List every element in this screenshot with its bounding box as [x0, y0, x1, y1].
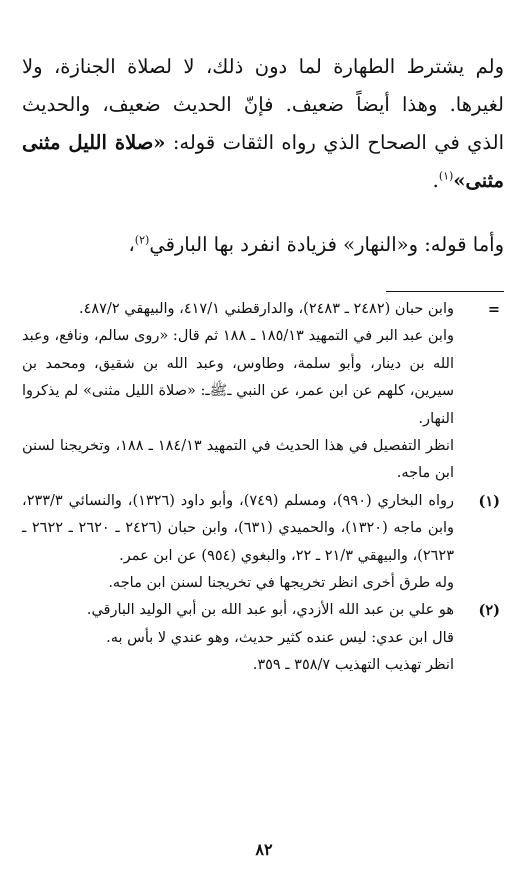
footnote-divider [386, 291, 504, 292]
paragraph-2 [22, 226, 504, 264]
page-number: ٨٢ [255, 840, 273, 859]
footnote-line: وابن عبد البر في التمهيد ١٨٥/١٣ ـ ١٨٨ ثم قال: «روى سالم، ونافع، وعبد الله بن دينار، وأبو سلمة، وطاوس، وعبد الله بن شقيق، ومحمد بن سيرين، كلهم عن ابن عمر، عن النبي ـﷺـ: «صلاة الليل مثنى» لم يذكروا النهار. [22, 328, 454, 427]
footnote-line: وله طرق أخرى انظر تخريجها في تخريجنا لسنن ابن ماجه. [108, 575, 454, 592]
footnote-ref-1[interactable]: (١) [438, 169, 454, 183]
footnote-continuation [22, 296, 504, 488]
footnote-line: انظر التفصيل في هذا الحديث في التمهيد ١٨٤/١٣ ـ ١٨٨، وتخريجنا لسنن ابن ماجه. [22, 438, 454, 482]
footnotes [22, 296, 504, 680]
footnote-line: انظر تهذيب التهذيب ٣٥٨/٧ ـ ٣٥٩. [252, 657, 454, 674]
footnote-1-mark: (١) [478, 492, 500, 510]
footnote-line: قال ابن عدي: ليس عنده كثير حديث، وهو عندي لا بأس به. [106, 629, 454, 646]
footnote-line: رواه البخاري (٩٩٠)، ومسلم (٧٤٩)، وأبو داود (١٣٢٦)، والنسائي ٢٣٣/٣، وابن ماجه (١٣٢٠)، والحميدي (٦٣١)، وابن حبان (٢٤٢٦ ـ ٢٦٢٠ ـ ٢٦٢٢ ـ ٢٦٢٣)، والبيهقي ٢١/٣ ـ ٢٢، والبغوي (٩٥٤) عن ابن عمر. [22, 492, 455, 564]
footnote-line: وابن حبان (٢٤٨٢ ـ ٢٤٨٣)، والدارقطني ٤١٧/١، والبيهقي ٤٨٧/٢. [78, 301, 454, 317]
footnote-line: هو علي بن عبد الله الأزدي، أبو عبد الله بن أبي الوليد البارقي. [86, 602, 454, 619]
paragraph-1-text: ولم يشترط الطهارة لما دون ذلك، لا لصلاة الجنازة، ولا لغيرها. وهذا أيضاً ضعيف. فإنّ الحديث ضعيف، والحديث الذي في الصحاح الذي رواه الثقات قوله: [22, 55, 504, 154]
main-text [22, 48, 504, 264]
hadith-quote: «صلاة الليل مثنى مثنى» [22, 131, 504, 192]
paragraph-1 [22, 48, 504, 200]
paragraph-1-end: . [432, 169, 439, 192]
footnote-1 [22, 488, 504, 598]
continuation-mark: = [487, 301, 500, 318]
footnote-2-mark: (٢) [478, 602, 500, 620]
footnote-2 [22, 597, 504, 679]
footnote-ref-2[interactable]: (٢) [134, 233, 150, 247]
paragraph-2-end: ، [128, 233, 135, 256]
paragraph-2-text: وأما قوله: و«النهار» فزيادة انفرد بها البارقي [149, 233, 504, 256]
